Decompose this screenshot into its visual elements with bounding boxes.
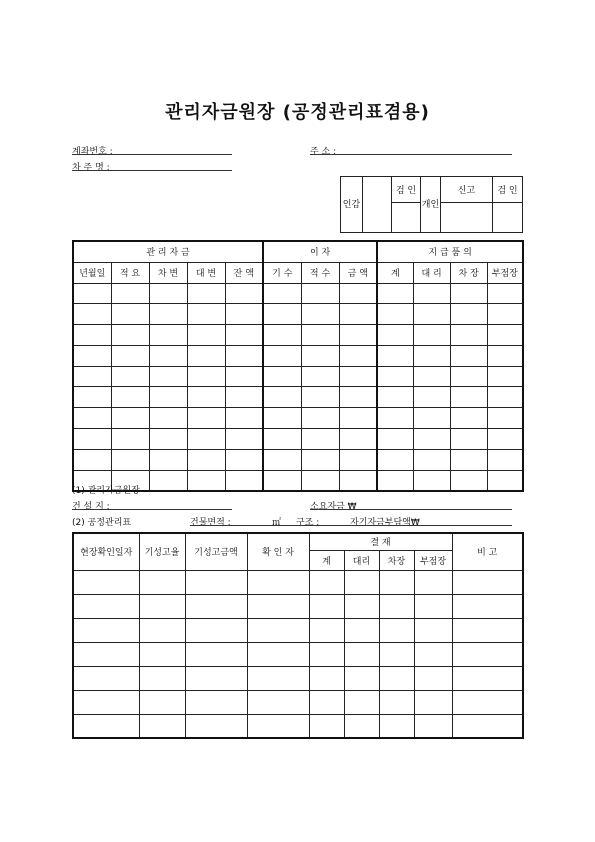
ledger-col-header: 금 액 bbox=[339, 262, 377, 283]
progress-cell[interactable] bbox=[379, 594, 414, 618]
report-area[interactable] bbox=[441, 203, 493, 233]
ledger-cell[interactable] bbox=[413, 345, 450, 366]
group-header-interest: 이 자 bbox=[263, 241, 377, 262]
ledger-cell[interactable] bbox=[301, 387, 339, 408]
progress-cell[interactable] bbox=[344, 570, 379, 594]
section2-label: (2) 공정관리표 bbox=[72, 518, 132, 528]
ledger-cell[interactable] bbox=[487, 408, 523, 429]
progress-cell[interactable] bbox=[185, 714, 247, 738]
progress-cell[interactable] bbox=[247, 690, 309, 714]
ledger-cell[interactable] bbox=[73, 345, 111, 366]
ledger-cell[interactable] bbox=[263, 387, 301, 408]
ledger-cell[interactable] bbox=[450, 366, 487, 387]
ledger-col-header: 대 리 bbox=[413, 262, 450, 283]
ledger-cell[interactable] bbox=[187, 387, 225, 408]
progress-cell[interactable] bbox=[73, 690, 139, 714]
ledger-cell[interactable] bbox=[301, 304, 339, 325]
ledger-cell[interactable] bbox=[487, 470, 523, 491]
ledger-cell[interactable] bbox=[301, 470, 339, 491]
report-label: 신고 bbox=[441, 177, 493, 203]
progress-cell[interactable] bbox=[247, 642, 309, 666]
progress-cell[interactable] bbox=[185, 570, 247, 594]
col-confirmer: 확 인 자 bbox=[247, 533, 309, 570]
progress-cell[interactable] bbox=[309, 690, 344, 714]
col-progress-rate: 기성고율 bbox=[139, 533, 185, 570]
ledger-cell[interactable] bbox=[413, 387, 450, 408]
ledger-row bbox=[73, 449, 523, 470]
ledger-cell[interactable] bbox=[413, 304, 450, 325]
group-header-funds: 관 리 자 금 bbox=[73, 241, 263, 262]
required-funds-label: 소요자금 ₩ bbox=[310, 502, 357, 512]
ledger-table bbox=[72, 240, 524, 492]
ledger-row bbox=[73, 429, 523, 450]
ledger-cell[interactable] bbox=[263, 470, 301, 491]
ledger-cell[interactable] bbox=[301, 283, 339, 304]
ledger-cell[interactable] bbox=[339, 429, 377, 450]
ledger-cell[interactable] bbox=[225, 325, 263, 346]
address-label: 주 소 : bbox=[310, 147, 337, 157]
ledger-cell[interactable] bbox=[301, 325, 339, 346]
progress-cell[interactable] bbox=[414, 618, 452, 642]
progress-cell[interactable] bbox=[247, 570, 309, 594]
progress-cell[interactable] bbox=[344, 666, 379, 690]
ledger-cell[interactable] bbox=[339, 408, 377, 429]
progress-cell[interactable] bbox=[414, 690, 452, 714]
area-unit: ㎡ bbox=[272, 518, 282, 528]
seal-area[interactable] bbox=[363, 177, 392, 233]
ledger-cell[interactable] bbox=[187, 283, 225, 304]
page-title: 관리자금원장 (공정관리표겸용) bbox=[165, 102, 430, 123]
ledger-col-header: 계 bbox=[377, 262, 413, 283]
progress-cell[interactable] bbox=[139, 618, 185, 642]
ledger-cell[interactable] bbox=[339, 366, 377, 387]
approval-col-header: 부점장 bbox=[414, 550, 452, 570]
section1-label: (1) 관리자금원장 bbox=[72, 486, 140, 496]
ledger-cell[interactable] bbox=[73, 408, 111, 429]
ledger-cell[interactable] bbox=[149, 470, 187, 491]
approval-header: 결 재 bbox=[309, 533, 452, 550]
progress-cell[interactable] bbox=[452, 642, 523, 666]
progress-cell[interactable] bbox=[139, 690, 185, 714]
ledger-cell[interactable] bbox=[73, 366, 111, 387]
progress-cell[interactable] bbox=[414, 666, 452, 690]
ledger-row bbox=[73, 408, 523, 429]
ledger-cell[interactable] bbox=[111, 449, 149, 470]
ledger-col-header: 부점장 bbox=[487, 262, 523, 283]
ledger-cell[interactable] bbox=[187, 325, 225, 346]
progress-cell[interactable] bbox=[309, 642, 344, 666]
ledger-cell[interactable] bbox=[339, 387, 377, 408]
progress-cell[interactable] bbox=[452, 570, 523, 594]
ledger-cell[interactable] bbox=[149, 408, 187, 429]
ledger-cell[interactable] bbox=[413, 429, 450, 450]
ledger-cell[interactable] bbox=[487, 387, 523, 408]
progress-cell[interactable] bbox=[73, 666, 139, 690]
ledger-cell[interactable] bbox=[263, 345, 301, 366]
ledger-cell[interactable] bbox=[450, 387, 487, 408]
ledger-cell[interactable] bbox=[111, 366, 149, 387]
ledger-cell[interactable] bbox=[111, 325, 149, 346]
progress-cell[interactable] bbox=[379, 714, 414, 738]
ledger-cell[interactable] bbox=[73, 449, 111, 470]
ledger-cell[interactable] bbox=[301, 429, 339, 450]
progress-table bbox=[72, 532, 524, 739]
ledger-cell[interactable] bbox=[377, 283, 413, 304]
ledger-cell[interactable] bbox=[149, 345, 187, 366]
ledger-cell[interactable] bbox=[339, 325, 377, 346]
progress-row bbox=[73, 666, 523, 690]
progress-row bbox=[73, 714, 523, 738]
progress-cell[interactable] bbox=[139, 642, 185, 666]
ledger-col-header: 잔 액 bbox=[225, 262, 263, 283]
ledger-cell[interactable] bbox=[450, 345, 487, 366]
ledger-cell[interactable] bbox=[225, 345, 263, 366]
progress-cell[interactable] bbox=[344, 594, 379, 618]
ledger-cell[interactable] bbox=[111, 408, 149, 429]
ledger-cell[interactable] bbox=[187, 408, 225, 429]
ledger-cell[interactable] bbox=[377, 408, 413, 429]
ledger-cell[interactable] bbox=[111, 429, 149, 450]
ledger-cell[interactable] bbox=[450, 449, 487, 470]
ledger-cell[interactable] bbox=[413, 449, 450, 470]
ledger-cell[interactable] bbox=[301, 366, 339, 387]
ledger-cell[interactable] bbox=[263, 283, 301, 304]
ledger-cell[interactable] bbox=[339, 470, 377, 491]
ledger-cell[interactable] bbox=[149, 325, 187, 346]
ledger-row bbox=[73, 366, 523, 387]
ledger-row bbox=[73, 387, 523, 408]
ledger-row bbox=[73, 470, 523, 491]
ledger-cell[interactable] bbox=[377, 325, 413, 346]
report-check-label: 검 인 bbox=[493, 177, 523, 203]
ledger-col-header: 년월일 bbox=[73, 262, 111, 283]
progress-cell[interactable] bbox=[139, 714, 185, 738]
progress-cell[interactable] bbox=[379, 570, 414, 594]
ledger-cell[interactable] bbox=[149, 429, 187, 450]
col-progress-amount: 기성고금액 bbox=[185, 533, 247, 570]
progress-cell[interactable] bbox=[185, 666, 247, 690]
progress-cell[interactable] bbox=[139, 594, 185, 618]
ledger-cell[interactable] bbox=[487, 366, 523, 387]
progress-cell[interactable] bbox=[452, 666, 523, 690]
progress-cell[interactable] bbox=[247, 666, 309, 690]
ledger-cell[interactable] bbox=[339, 345, 377, 366]
progress-cell[interactable] bbox=[414, 642, 452, 666]
progress-cell[interactable] bbox=[379, 666, 414, 690]
address-line[interactable] bbox=[310, 154, 512, 155]
progress-row bbox=[73, 570, 523, 594]
ledger-cell[interactable] bbox=[187, 366, 225, 387]
ledger-cell[interactable] bbox=[301, 449, 339, 470]
progress-cell[interactable] bbox=[309, 714, 344, 738]
ledger-cell[interactable] bbox=[111, 387, 149, 408]
ledger-cell[interactable] bbox=[413, 366, 450, 387]
ledger-col-header: 대 변 bbox=[187, 262, 225, 283]
progress-cell[interactable] bbox=[73, 642, 139, 666]
progress-cell[interactable] bbox=[344, 642, 379, 666]
ledger-cell[interactable] bbox=[339, 304, 377, 325]
ledger-cell[interactable] bbox=[450, 470, 487, 491]
progress-cell[interactable] bbox=[344, 618, 379, 642]
progress-cell[interactable] bbox=[185, 618, 247, 642]
progress-cell[interactable] bbox=[73, 594, 139, 618]
ledger-cell[interactable] bbox=[263, 449, 301, 470]
progress-row bbox=[73, 618, 523, 642]
progress-cell[interactable] bbox=[139, 666, 185, 690]
ledger-cell[interactable] bbox=[301, 345, 339, 366]
progress-row bbox=[73, 642, 523, 666]
ledger-cell[interactable] bbox=[225, 429, 263, 450]
progress-cell[interactable] bbox=[73, 570, 139, 594]
stamp-box bbox=[340, 176, 523, 233]
ledger-cell[interactable] bbox=[377, 387, 413, 408]
ledger-cell[interactable] bbox=[487, 449, 523, 470]
progress-cell[interactable] bbox=[452, 618, 523, 642]
ledger-cell[interactable] bbox=[73, 387, 111, 408]
ledger-cell[interactable] bbox=[450, 408, 487, 429]
required-funds-line[interactable] bbox=[310, 509, 512, 510]
progress-cell[interactable] bbox=[185, 690, 247, 714]
progress-cell[interactable] bbox=[379, 642, 414, 666]
ledger-cell[interactable] bbox=[149, 283, 187, 304]
progress-cell[interactable] bbox=[452, 690, 523, 714]
progress-cell[interactable] bbox=[344, 714, 379, 738]
approval-col-header: 대리 bbox=[344, 550, 379, 570]
ledger-cell[interactable] bbox=[450, 283, 487, 304]
ledger-cell[interactable] bbox=[377, 470, 413, 491]
seal-label: 인감 bbox=[341, 177, 363, 233]
ledger-cell[interactable] bbox=[111, 304, 149, 325]
ledger-cell[interactable] bbox=[413, 325, 450, 346]
progress-cell[interactable] bbox=[73, 618, 139, 642]
ledger-cell[interactable] bbox=[377, 429, 413, 450]
progress-row bbox=[73, 690, 523, 714]
ledger-cell[interactable] bbox=[73, 304, 111, 325]
borrower-name-label: 차 주 명 : bbox=[72, 163, 110, 173]
section2-line[interactable] bbox=[190, 525, 512, 526]
ledger-cell[interactable] bbox=[225, 366, 263, 387]
ledger-cell[interactable] bbox=[450, 304, 487, 325]
ledger-cell[interactable] bbox=[487, 345, 523, 366]
progress-cell[interactable] bbox=[344, 690, 379, 714]
ledger-cell[interactable] bbox=[487, 304, 523, 325]
progress-cell[interactable] bbox=[452, 714, 523, 738]
ledger-cell[interactable] bbox=[450, 325, 487, 346]
ledger-cell[interactable] bbox=[339, 283, 377, 304]
ledger-cell[interactable] bbox=[111, 283, 149, 304]
ledger-cell[interactable] bbox=[487, 325, 523, 346]
ledger-col-header: 기 수 bbox=[263, 262, 301, 283]
ledger-row bbox=[73, 283, 523, 304]
progress-cell[interactable] bbox=[379, 690, 414, 714]
ledger-cell[interactable] bbox=[263, 429, 301, 450]
progress-cell[interactable] bbox=[414, 714, 452, 738]
ledger-cell[interactable] bbox=[187, 304, 225, 325]
progress-cell[interactable] bbox=[309, 594, 344, 618]
floor-area-label: 건물면적 : bbox=[190, 518, 231, 528]
borrower-name-line[interactable] bbox=[72, 170, 232, 171]
ledger-cell[interactable] bbox=[487, 283, 523, 304]
progress-cell[interactable] bbox=[309, 570, 344, 594]
col-site-check-date: 현장확인일자 bbox=[73, 533, 139, 570]
ledger-cell[interactable] bbox=[149, 449, 187, 470]
ledger-cell[interactable] bbox=[263, 325, 301, 346]
progress-cell[interactable] bbox=[379, 618, 414, 642]
ledger-cell[interactable] bbox=[263, 304, 301, 325]
ledger-col-header: 적 요 bbox=[111, 262, 149, 283]
ledger-cell[interactable] bbox=[377, 304, 413, 325]
progress-cell[interactable] bbox=[185, 642, 247, 666]
ledger-cell[interactable] bbox=[73, 325, 111, 346]
col-remarks: 비 고 bbox=[452, 533, 523, 570]
ledger-cell[interactable] bbox=[187, 429, 225, 450]
progress-cell[interactable] bbox=[247, 594, 309, 618]
ledger-row bbox=[73, 325, 523, 346]
ledger-cell[interactable] bbox=[339, 449, 377, 470]
progress-cell[interactable] bbox=[185, 594, 247, 618]
ledger-cell[interactable] bbox=[377, 449, 413, 470]
ledger-cell[interactable] bbox=[450, 429, 487, 450]
ledger-cell[interactable] bbox=[187, 345, 225, 366]
ledger-col-header: 적 수 bbox=[301, 262, 339, 283]
ledger-cell[interactable] bbox=[263, 366, 301, 387]
personal-label: 개인 bbox=[421, 177, 441, 233]
progress-cell[interactable] bbox=[452, 594, 523, 618]
ledger-cell[interactable] bbox=[225, 387, 263, 408]
report-check-area[interactable] bbox=[493, 203, 523, 233]
ledger-cell[interactable] bbox=[149, 304, 187, 325]
ledger-cell[interactable] bbox=[149, 366, 187, 387]
ledger-cell[interactable] bbox=[377, 366, 413, 387]
progress-cell[interactable] bbox=[309, 666, 344, 690]
ledger-row bbox=[73, 304, 523, 325]
seal-check-area[interactable] bbox=[392, 203, 421, 233]
ledger-cell[interactable] bbox=[413, 470, 450, 491]
ledger-cell[interactable] bbox=[413, 408, 450, 429]
ledger-cell[interactable] bbox=[187, 449, 225, 470]
account-number-label: 계좌번호 : bbox=[72, 147, 113, 157]
approval-col-header: 계 bbox=[309, 550, 344, 570]
ledger-row bbox=[73, 345, 523, 366]
progress-row bbox=[73, 594, 523, 618]
ledger-cell[interactable] bbox=[413, 283, 450, 304]
account-number-line[interactable] bbox=[72, 154, 232, 155]
ledger-cell[interactable] bbox=[225, 449, 263, 470]
self-funds-label: 자기자금부담액₩ bbox=[350, 518, 420, 528]
ledger-cell[interactable] bbox=[149, 387, 187, 408]
seal-check-label: 검 인 bbox=[392, 177, 421, 203]
progress-cell[interactable] bbox=[414, 594, 452, 618]
progress-cell[interactable] bbox=[247, 618, 309, 642]
ledger-cell[interactable] bbox=[73, 283, 111, 304]
approval-col-header: 차장 bbox=[379, 550, 414, 570]
ledger-cell[interactable] bbox=[301, 408, 339, 429]
ledger-cell[interactable] bbox=[225, 470, 263, 491]
progress-cell[interactable] bbox=[309, 618, 344, 642]
ledger-cell[interactable] bbox=[225, 283, 263, 304]
progress-cell[interactable] bbox=[139, 570, 185, 594]
site-line[interactable] bbox=[72, 509, 232, 510]
ledger-cell[interactable] bbox=[187, 470, 225, 491]
ledger-cell[interactable] bbox=[73, 429, 111, 450]
ledger-cell[interactable] bbox=[225, 408, 263, 429]
structure-label: 구조 : bbox=[296, 518, 320, 528]
ledger-cell[interactable] bbox=[111, 345, 149, 366]
site-label: 건 설 지 : bbox=[72, 502, 110, 512]
ledger-col-header: 차 변 bbox=[149, 262, 187, 283]
progress-cell[interactable] bbox=[73, 714, 139, 738]
progress-cell[interactable] bbox=[414, 570, 452, 594]
ledger-col-header: 차 장 bbox=[450, 262, 487, 283]
ledger-cell[interactable] bbox=[487, 429, 523, 450]
group-header-payment: 지 급 품 의 bbox=[377, 241, 523, 262]
progress-cell[interactable] bbox=[247, 714, 309, 738]
ledger-cell[interactable] bbox=[225, 304, 263, 325]
ledger-cell[interactable] bbox=[263, 408, 301, 429]
ledger-cell[interactable] bbox=[377, 345, 413, 366]
